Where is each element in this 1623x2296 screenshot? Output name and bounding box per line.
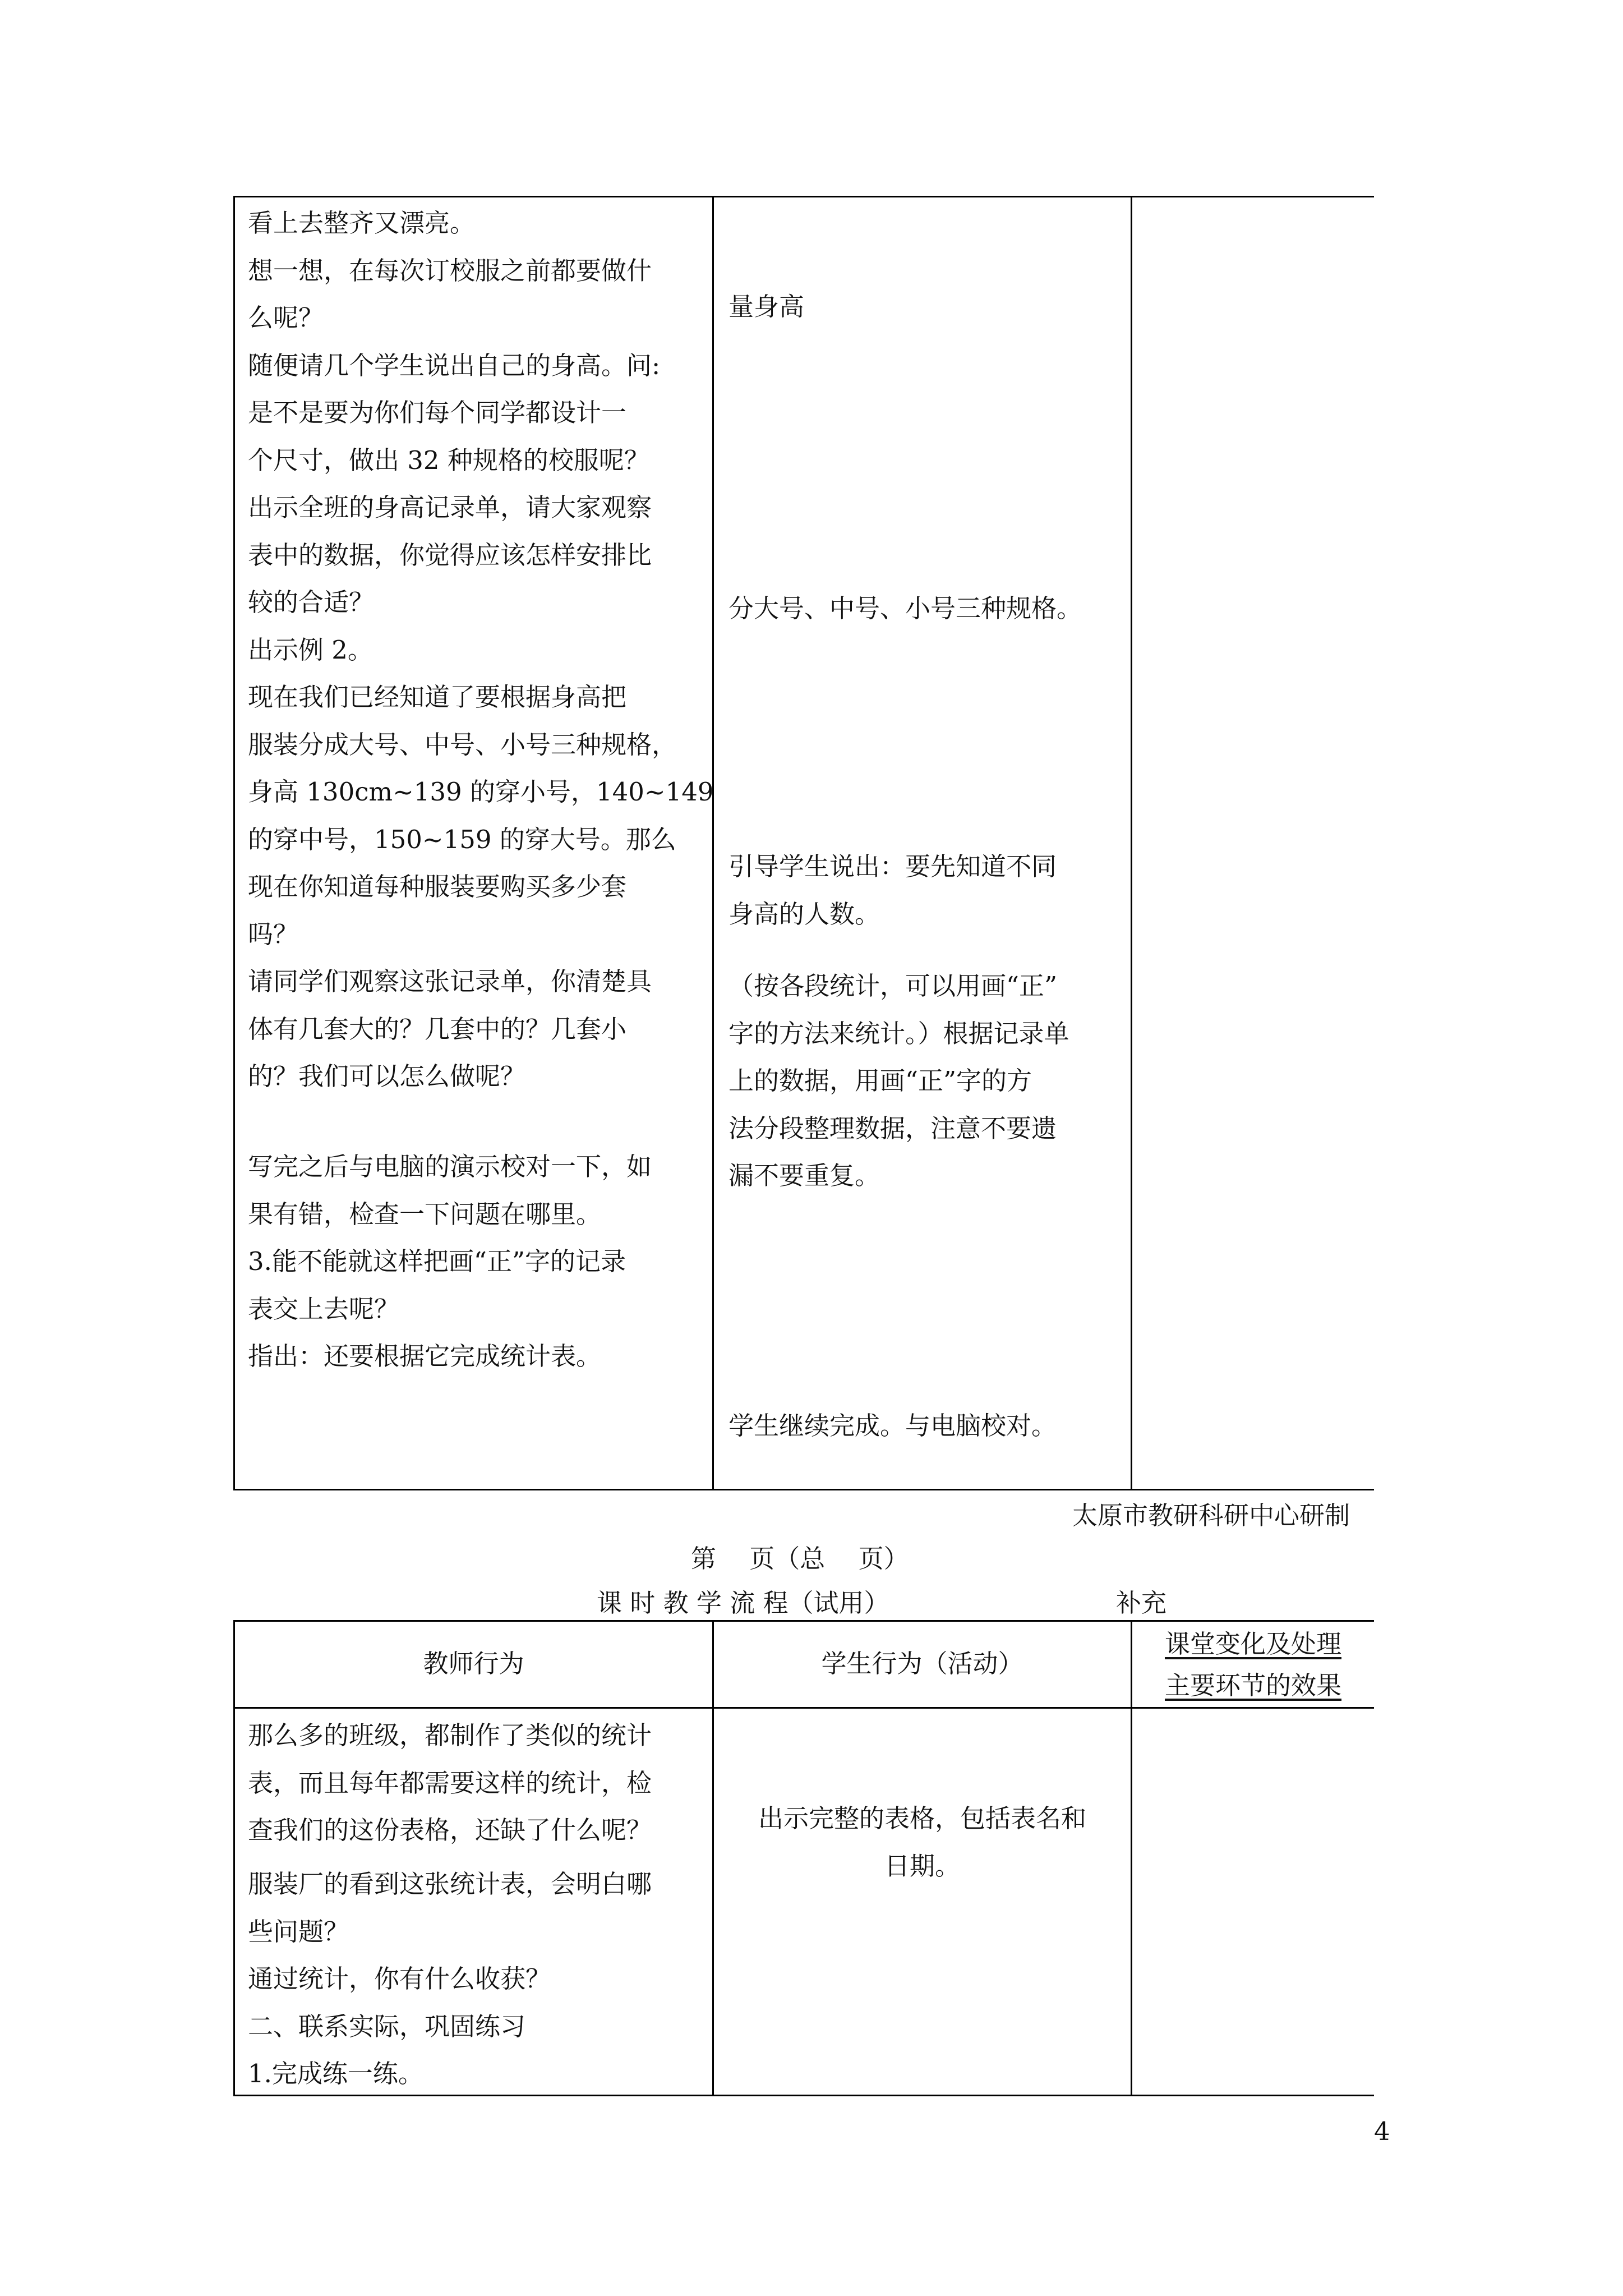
table1-student-5: 学生继续完成。与电脑校对。 [728,1411,1057,1441]
text-line: 写完之后与电脑的演示校对一下，如 [248,1152,652,1181]
text-line: 是不是要为你们每个同学都设计一 [248,398,627,427]
text-line: 二、联系实际，巩固练习 [248,2011,526,2041]
header-effect-line-2: 主要环节的效果 [1164,1671,1341,1700]
header-classroom-effect [1132,1623,1374,1706]
table1-divider-2 [1131,196,1132,1490]
text-line: 指出：还要根据它完成统计表。 [248,1341,602,1371]
text-line: 现在我们已经知道了要根据身高把 [248,682,627,712]
text-line: 身高的人数。 [728,899,880,929]
text-line: 法分段整理数据，注意不要遗 [728,1113,1057,1143]
text-line: 么呢？ [248,303,324,333]
text-line: 出示全班的身高记录单，请大家观察 [248,493,652,522]
text-line: 表中的数据，你觉得应该怎样安排比 [248,540,652,570]
table1-teacher-text [248,200,713,1101]
supplement-label: 补充 [1116,1588,1167,1618]
table1-student-1: 量身高 [728,292,805,321]
text-line: 个尺寸，做出 32 种规格的校服呢？ [248,445,649,475]
text-line: 果有错，检查一下问题在哪里。 [248,1199,602,1229]
text-line: 些问题？ [248,1916,349,1947]
table1-student-2: 分大号、中号、小号三种规格。 [728,593,1082,623]
text-line: （按各段统计，可以用画“正” [728,971,1058,1001]
text-line: 较的合适？ [248,587,375,617]
page-count-line: 第 页（总 页） [691,1544,909,1573]
text-line: 1.完成练一练。 [248,2059,423,2088]
table2-header-border [233,1707,1374,1709]
text-line: 引导学生说出：要先知道不同 [728,852,1057,881]
table2-left-border [233,1620,235,2096]
text-line: 的穿中号，150~159 的穿大号。那么 [248,824,676,854]
text-line: 表交上去呢？ [248,1294,400,1324]
text-line: 出示完整的表格，包括表名和 [758,1803,1086,1833]
text-line: 服装厂的看到这张统计表，会明白哪 [248,1869,652,1899]
table2-teacher-text-2 [248,1861,652,2098]
table1-teacher-text-2 [248,1143,652,1381]
header-teacher-behavior: 教师行为 [423,1649,524,1678]
text-line: 吗？ [248,919,299,949]
text-line: 日期。 [884,1851,960,1881]
table2-top-border [233,1620,1374,1622]
table1-top-border [233,196,1374,197]
table2-student-text [714,1795,1131,1890]
text-line: 服装分成大号、中号、小号三种规格， [248,729,677,760]
text-line: 想一想，在每次订校服之前都要做什 [248,255,652,286]
table1-bottom-border [233,1489,1374,1490]
text-line: 表，而且每年都需要这样的统计，检 [248,1768,652,1798]
table2-teacher-text [248,1712,652,1855]
header-effect-line-1: 课堂变化及处理 [1164,1629,1341,1659]
header-student-behavior: 学生行为（活动） [821,1649,1023,1678]
text-line: 的？我们可以怎么做呢？ [248,1061,526,1091]
text-line: 漏不要重复。 [728,1161,880,1190]
text-line: 上的数据，用画“正”字的方 [728,1066,1032,1096]
text-line: 看上去整齐又漂亮。 [248,208,476,238]
flow-title: 课 时 教 学 流 程（试用） [597,1588,889,1618]
table1-student-3 [728,843,1057,938]
text-line: 3.能不能就这样把画“正”字的记录 [248,1246,626,1276]
text-line: 请同学们观察这张记录单，你清楚具 [248,967,652,996]
page-number: 4 [1374,2116,1390,2146]
text-line: 身高 130cm~139 的穿小号，140~149 [248,777,714,807]
text-line: 字的方法来统计。）根据记录单 [728,1018,1069,1048]
text-line: 通过统计，你有什么收获？ [248,1964,551,1994]
text-line: 现在你知道每种服装要购买多少套 [248,872,627,901]
table1-left-border [233,196,235,1490]
text-line: 查我们的这份表格，还缺了什么呢？ [248,1815,652,1845]
org-credit: 太原市教研科研中心研制 [1072,1501,1350,1530]
text-line: 那么多的班级，都制作了类似的统计 [248,1720,652,1750]
text-line: 体有几套大的？几套中的？几套小 [248,1014,627,1044]
table1-student-4 [728,963,1069,1200]
text-line: 出示例 2。 [248,634,373,665]
text-line: 随便请几个学生说出自己的身高。问: [248,350,661,380]
